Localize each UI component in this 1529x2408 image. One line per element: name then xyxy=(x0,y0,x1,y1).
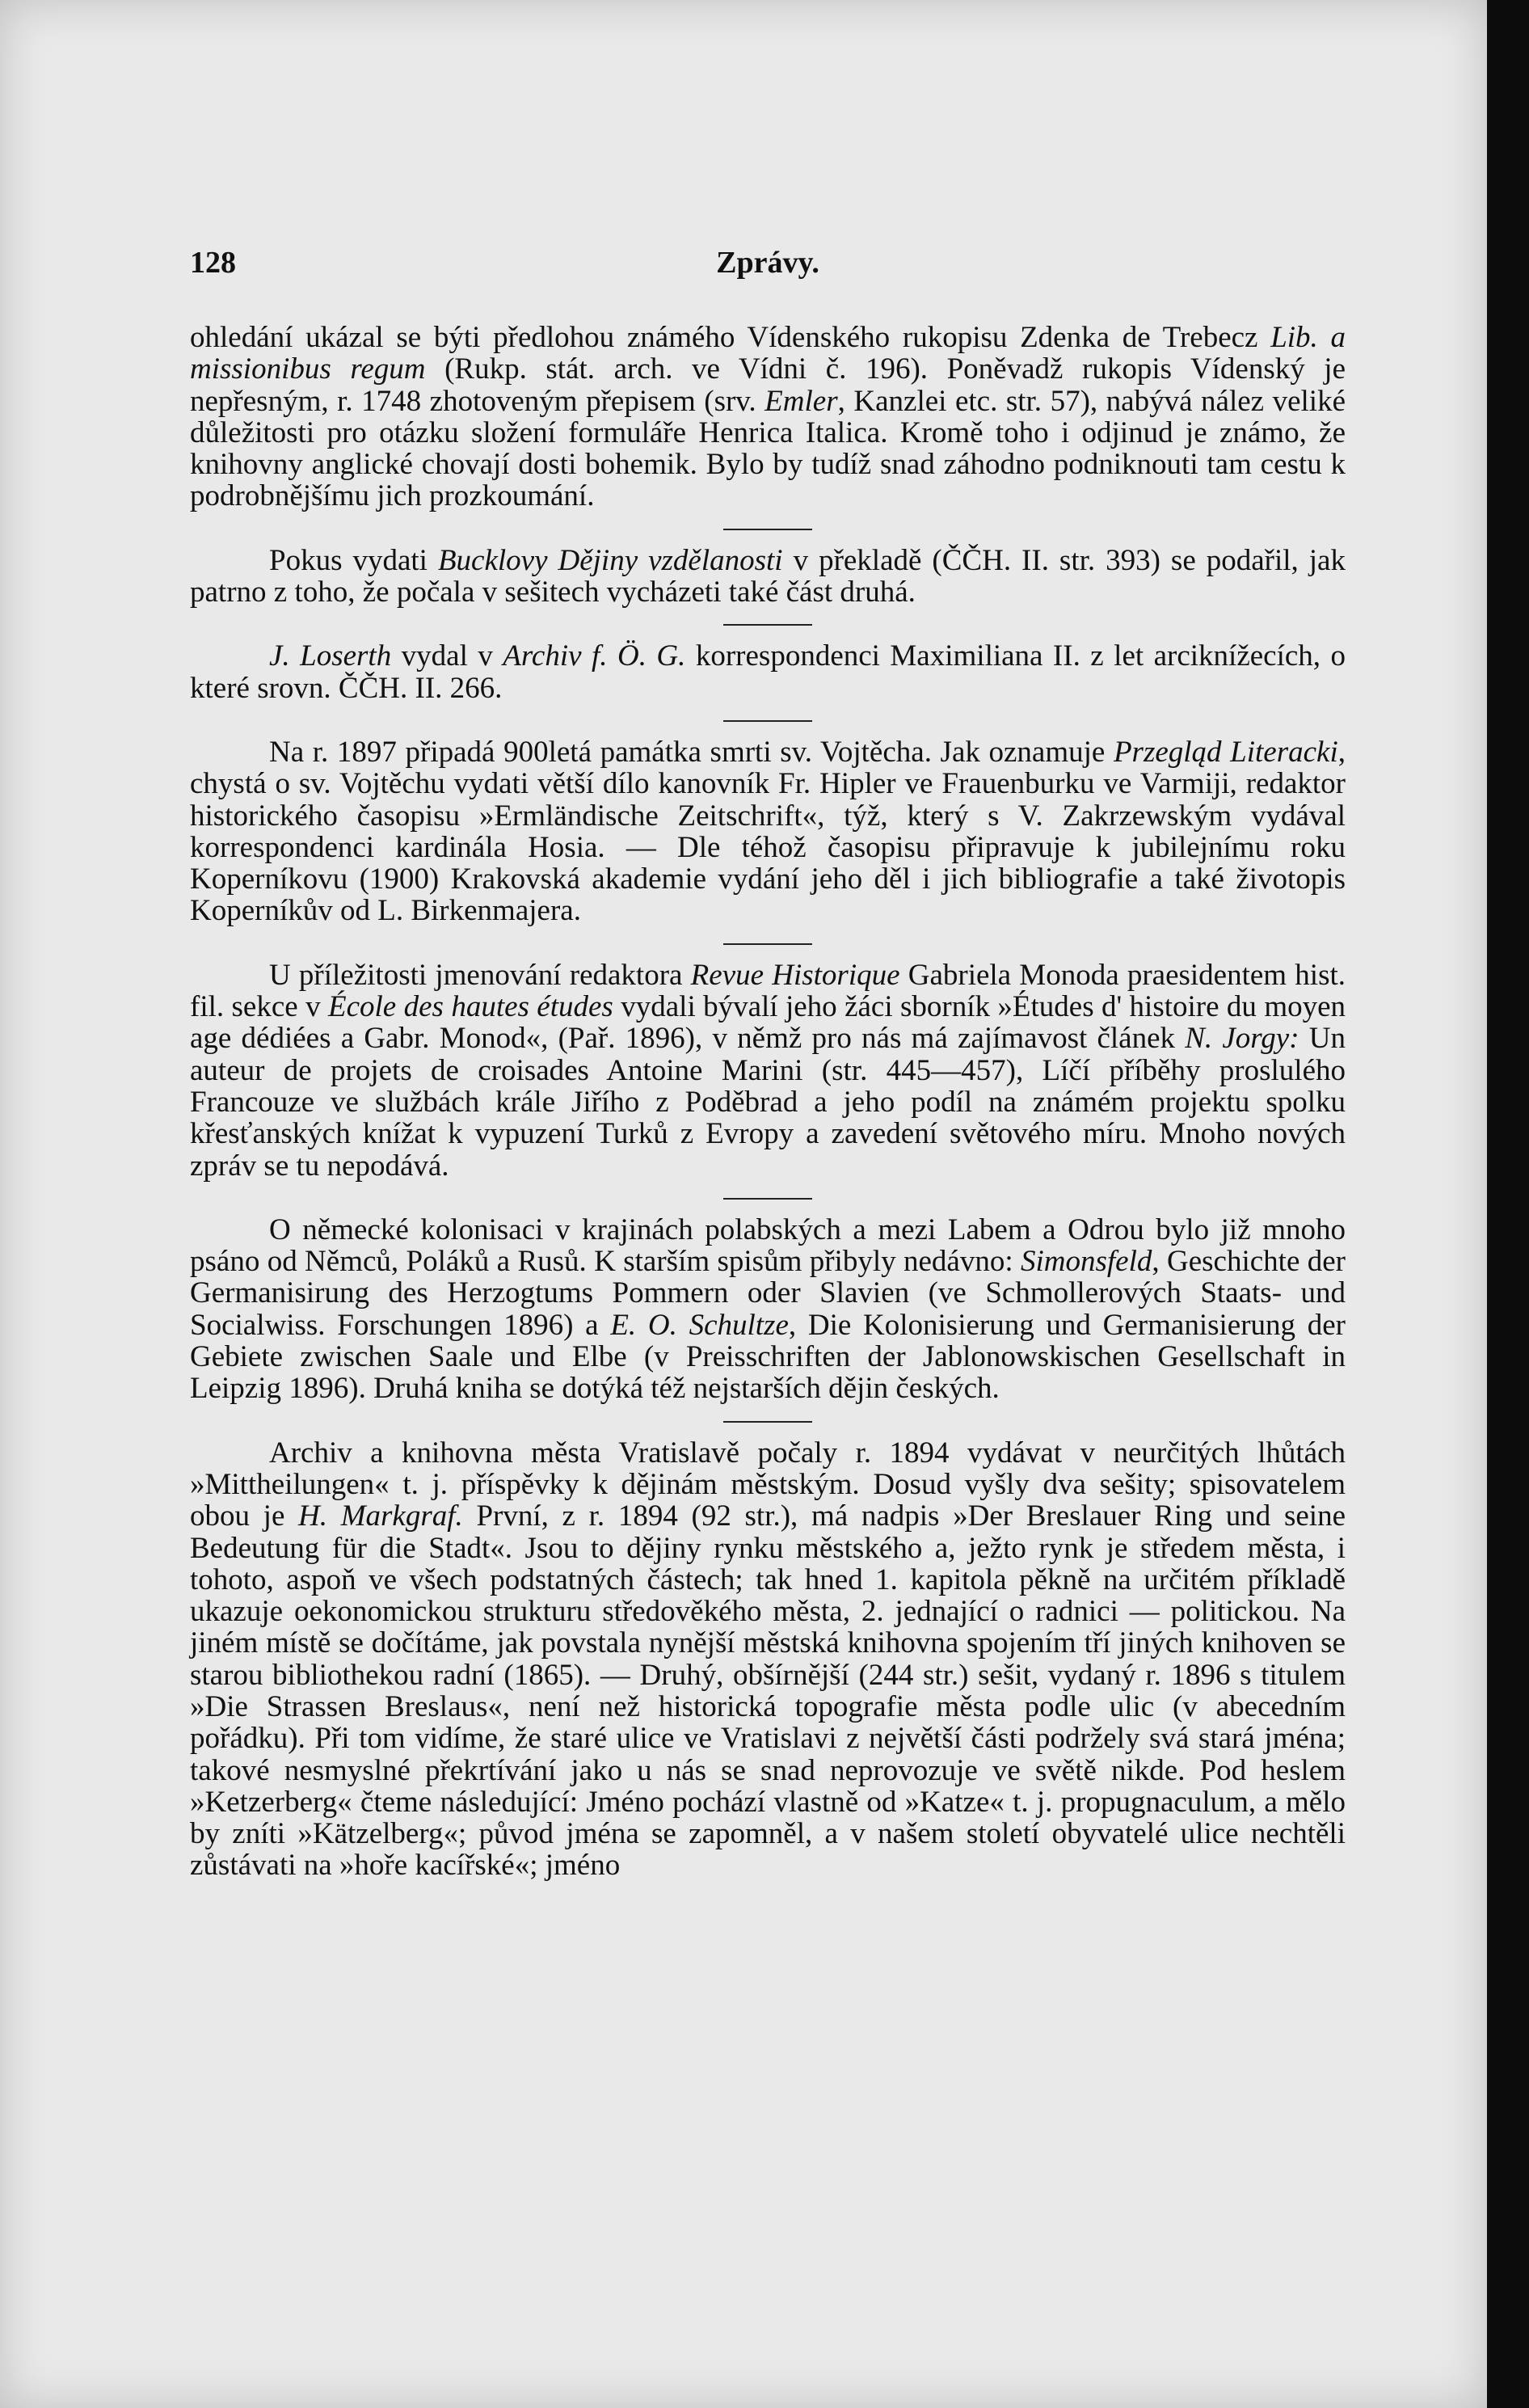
paragraph-monod xyxy=(190,959,1346,1182)
section-divider xyxy=(723,624,812,626)
paragraph-loserth xyxy=(190,640,1346,704)
section-divider xyxy=(723,943,812,945)
section-divider xyxy=(723,1421,812,1423)
text-run: , Kanzlei etc. str. 57), nabývá nález veliké důležitosti pro otázku složení formuláře Henrica Italica. Kromě toho i odjinud je známo, že knihovny anglické chovají dosti bohemik. Bylo by tudíž snad záhodno podniknouti tam cestu k podrobnějšímu jich prozkoumání. xyxy=(190,384,1346,513)
journal-title: Przegląd Literacki xyxy=(1113,735,1338,769)
author-name: Emler xyxy=(764,384,838,418)
author-name: E. O. Schultze xyxy=(610,1308,789,1342)
page-number: 128 xyxy=(190,246,236,280)
text-run: U příležitosti jmenování redaktora xyxy=(269,958,691,992)
institution-name: École des hautes études xyxy=(327,990,613,1024)
text-run: , Die Kolonisierung und Germanisierung der Gebiete zwischen Saale und Elbe (v Preisschriften der Jablonowskischen Gesellschaft in Leipzig 1896). Druhá kniha se dotýká též nejstarších dějin českých. xyxy=(190,1308,1346,1406)
text-run: (Rukp. stát. arch. ve Vídni č. 196). Poněvadž rukopis Vídenský je nepřesným, r. 1748 zhotoveným přepisem (srv. xyxy=(190,352,1346,418)
text-run: Un auteur de projets de croisades Antoine Marini (str. 445—457), Líčí příběhy proslulého Francouze ve službách krále Jiřího z Poděbrad a jeho podíl na známém projektu spolku křesťanských knížat k vypuzení Turků z Evropy a zavedení světového míru. Mnoho nových zpráv se tu nepodává. xyxy=(190,1022,1346,1183)
author-name: J. Loserth xyxy=(269,639,392,673)
text-run: korrespondenci Maximiliana II. z let arciknížecích, o které srovn. ČČH. II. 266. xyxy=(190,639,1346,705)
text-run: První, z r. 1894 (92 str.), má nadpis »Der Breslauer Ring und seine Bedeutung für die Stadt«. Jsou to dějiny rynku městského a, ježto rynk je středem města, i tohoto, aspoň ve všech podstatných částech; tak hned 1. kapitola pěkně na určitém příkladě ukazuje oekonomickou strukturu středověkého města, 2. jednající o radnici — politickou. Na jiném místě se dočítáme, jak povstala nynější městská knihovna spojením tří jiných knihoven se starou bibliothekou radní (1865). — Druhý, obšírnější (244 str.) sešit, vydaný r. 1896 s titulem »Die Strassen Breslaus«, není než historická topografie města podle ulic (v abecedním pořádku). Při tom vidíme, že staré ulice ve Vratislavi z největší části podržely svá stará jména; takové nesmyslné překrtívání jako u nás se snad neprovozuje ve světě nikde. Pod heslem »Ketzerberg« čteme následující: Jméno pochází vlastně od »Katze« t. j. propugnaculum, a mělo by zníti »Kätzelberg«; původ jména se zapomněl, a v našem století obyvatelé ulice nechtěli zůstávati na »hoře kacířské«; jméno xyxy=(190,1499,1346,1883)
section-divider xyxy=(723,720,812,722)
text-run: Archiv a knihovna města Vratislavě počaly r. 1894 vydávat v neurčitých lhůtách »Mittheilungen« t. j. příspěvky k dějinám městským. Dosud vyšly dva sešity; spisovatelem obou je xyxy=(190,1436,1346,1533)
text-run: vydali bývalí jeho žáci sborník »Études d' histoire du moyen age dédiées a Gabr. Monod«, (Pař. 1896), v němž pro nás má zajímavost článek xyxy=(190,990,1346,1056)
text-run: vydal v xyxy=(391,639,503,673)
author-name: N. Jorgy: xyxy=(1185,1022,1299,1056)
running-title: Zprávy. xyxy=(716,246,819,280)
text-run: Na r. 1897 připadá 900letá památka smrti sv. Vojtěcha. Jak oznamuje xyxy=(269,735,1114,769)
text-run: Pokus vydati xyxy=(269,543,438,577)
work-title: Bucklovy Dějiny vzdělanosti xyxy=(437,543,783,577)
paragraph-vratislav xyxy=(190,1437,1346,1882)
author-name: Simonsfeld xyxy=(1020,1245,1152,1279)
text-run: O německé kolonisaci v krajinách polabských a mezi Labem a Odrou bylo již mnoho psáno od Němců, Poláků a Rusů. K starším spisům přibyly nedávno: xyxy=(190,1212,1346,1279)
section-divider xyxy=(723,1198,812,1200)
text-run: ohledání ukázal se býti předlohou známého Vídenského rukopisu Zdenka de Trebecz xyxy=(190,321,1271,354)
text-run: , chystá o sv. Vojtěchu vydati větší dílo kanovník Fr. Hipler ve Frauenburku ve Varmiji, redaktor historického časopisu »Ermländische Zeitschrift«, týž, který s V. Zakrzewským vydával korrespondenci kardinála Hosia. — Dle téhož časopisu připravuje k jubilejnímu roku Koperníkovu (1900) Krakovská akademie vydání jeho děl i jich bibliografie a také životopis Koperníkův od L. Birkenmajera. xyxy=(190,735,1346,928)
paragraph-vojtech xyxy=(190,736,1346,927)
section-divider xyxy=(723,529,812,530)
text-run: Gabriela Monoda praesidentem hist. fil. sekce v xyxy=(190,958,1346,1024)
scan-edge xyxy=(1487,0,1529,2408)
paragraph-buckle xyxy=(190,545,1346,609)
page-header xyxy=(190,245,1346,293)
journal-title: Revue Historique xyxy=(690,958,900,992)
work-title: Lib. a missionibus regum xyxy=(190,321,1346,386)
text-run: v překladě (ČČH. II. str. 393) se podařil, jak patrno z toho, že počala v sešitech vycházeti také část druhá. xyxy=(190,543,1346,609)
body-text xyxy=(190,322,1346,1882)
paragraph-kolonisace xyxy=(190,1214,1346,1405)
author-name: H. Markgraf. xyxy=(298,1499,463,1533)
journal-title: Archiv f. Ö. G. xyxy=(503,639,686,673)
text-run: , Geschichte der Germanisirung des Herzogtums Pommern oder Slavien (ve Schmollerových Staats- und Socialwiss. Forschungen 1896) a xyxy=(190,1245,1346,1342)
paragraph-trebecz xyxy=(190,322,1346,512)
